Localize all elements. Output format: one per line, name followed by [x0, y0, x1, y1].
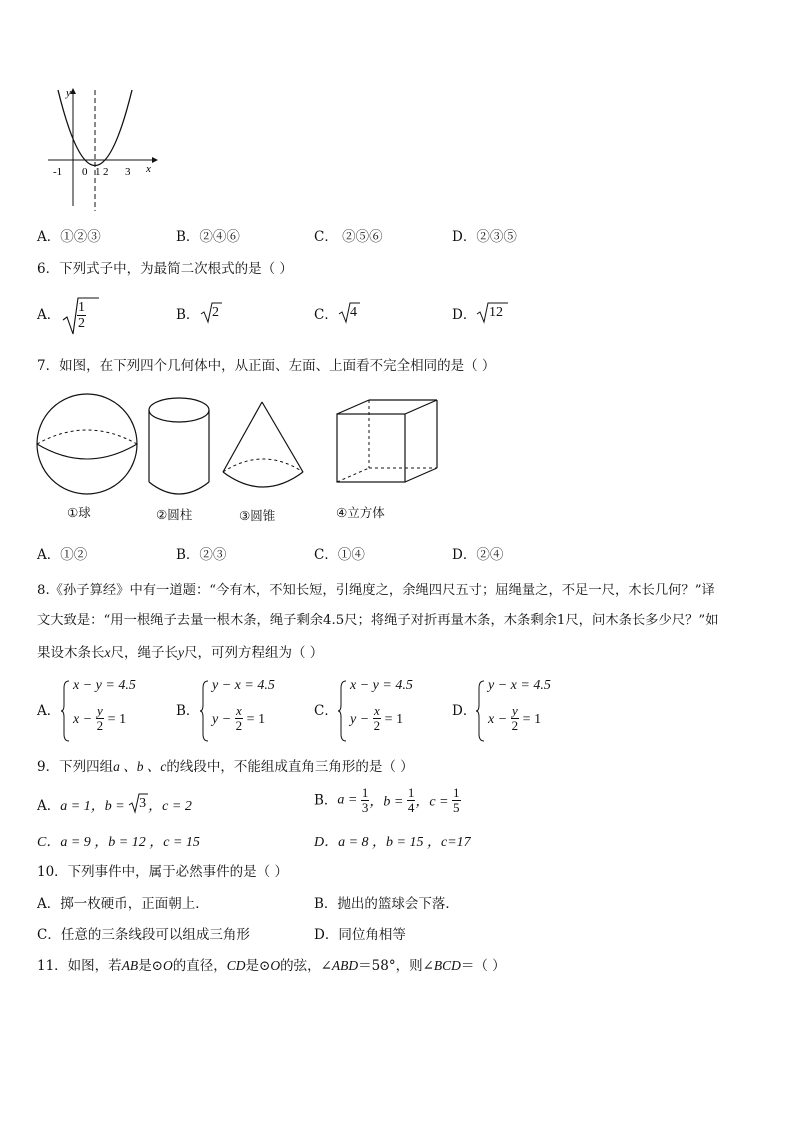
equation-1: y − x = 4.5 — [488, 678, 551, 693]
q5-option-d[interactable]: D．②③⑤ — [452, 229, 517, 245]
option-prefix: D． — [452, 703, 477, 719]
q8-option-c[interactable] — [314, 680, 444, 740]
cylinder-shape — [149, 398, 209, 494]
q7-option-b[interactable]: B．②③ — [176, 547, 227, 563]
fraction: $\frac{1}{2}$ — [78, 300, 85, 331]
q7-stem: 7．如图，在下列四个几何体中，从正面、左面、上面看不完全相同的是（ ） — [37, 358, 496, 374]
brace — [476, 680, 486, 742]
equation-2: x − $\frac{y}{2}$ = 1 — [488, 703, 542, 733]
q7-option-c[interactable]: C．①④ — [314, 547, 365, 563]
q6-option-b[interactable] — [176, 304, 219, 324]
parabola-graph — [40, 86, 170, 216]
y-axis-label: y — [66, 87, 71, 99]
equation-1: y − x = 4.5 — [212, 678, 275, 693]
q8-option-d[interactable] — [452, 680, 582, 740]
radicand: 12 — [489, 305, 503, 320]
q9-option-c[interactable]: C．a = 9 ，b = 12 ，c = 15 — [37, 835, 200, 850]
option-prefix: C． — [314, 703, 338, 719]
q7-option-a[interactable]: A．①② — [37, 547, 88, 563]
option-prefix: A． — [37, 798, 61, 814]
q9-option-b[interactable]: B．a = $\frac{1}{3}$ ，b = $\frac{1}{4}$ ，c = $\frac{1}{5}$ — [314, 785, 460, 815]
cube-shape — [337, 400, 437, 482]
q10-option-c[interactable]: C．任意的三条线段可以组成三角形 — [37, 927, 250, 943]
tick-label: 1 — [95, 166, 101, 178]
equation-2: y − $\frac{x}{2}$ = 1 — [350, 703, 404, 733]
shape-label-cylinder: ②圆柱 — [156, 508, 193, 522]
q11-stem: 11．如图，若AB是⊙O的直径，CD是⊙O的弦，∠ABD＝58°，则∠BCD＝（ ） — [37, 958, 506, 974]
q9-option-a[interactable] — [37, 795, 192, 815]
q8-stem-line1: 8.《孙子算经》中有一道题：“今有木，不知长短，引绳度之，余绳四尺五寸；屈绳量之，不足一尺，木长几何？”译 — [37, 583, 715, 598]
equation-1: x − y = 4.5 — [73, 678, 136, 693]
q8-option-b[interactable] — [176, 680, 306, 740]
option-prefix: D． — [452, 307, 477, 323]
tick-label: 2 — [103, 166, 109, 178]
equation-2: x − $\frac{y}{2}$ = 1 — [73, 703, 127, 733]
option-prefix: C． — [314, 307, 338, 323]
tick-label: -1 — [53, 166, 63, 178]
q5-option-c[interactable]: C． ②⑤⑥ — [314, 229, 383, 245]
option-prefix: A． — [37, 703, 61, 719]
brace — [200, 680, 210, 742]
equation-2: y − $\frac{x}{2}$ = 1 — [212, 703, 266, 733]
x-axis-label: x — [146, 163, 151, 175]
shape-label-sphere: ①球 — [67, 506, 91, 520]
q6-stem: 6．下列式子中，为最简二次根式的是（ ） — [37, 261, 293, 277]
q5-option-a[interactable]: A．①②③ — [37, 229, 101, 245]
tick-label: 0 — [82, 166, 88, 178]
radicand: 4 — [350, 305, 357, 320]
q8-stem-line3: 果设木条长x尺，绳子长y尺，可列方程组为（ ） — [37, 645, 324, 661]
option-prefix: B． — [176, 703, 200, 719]
brace — [61, 680, 71, 742]
q8-stem-line2: 文大致是：“用一根绳子去量一根木条，绳子剩余4.5尺；将绳子对折再量木条，木条剩余1尺，问木条长多少尺？”如 — [37, 613, 719, 628]
sqrt-symbol: 3 — [128, 796, 148, 812]
shape-label-cone: ③圆锥 — [239, 509, 276, 523]
q6-option-d[interactable] — [452, 304, 503, 324]
q7-option-d[interactable]: D．②④ — [452, 547, 504, 563]
q9-stem: 9．下列四组a 、b 、c的线段中，不能组成直角三角形的是（ ） — [37, 759, 414, 775]
q9-option-d[interactable]: D．a = 8 ，b = 15 ，c=17 — [314, 835, 471, 850]
option-text: ，c = 2 — [148, 799, 192, 814]
q10-option-a[interactable]: A．掷一枚硬币，正面朝上． — [37, 896, 209, 912]
solids-figure — [32, 392, 452, 504]
q6-option-c[interactable] — [314, 304, 357, 324]
option-prefix: A． — [37, 307, 61, 323]
option-prefix: B． — [176, 307, 200, 323]
shape-label-cube: ④立方体 — [336, 506, 385, 520]
q10-option-d[interactable]: D．同位角相等 — [314, 927, 406, 943]
q8-option-a[interactable] — [37, 680, 167, 740]
option-prefix: B． — [314, 792, 338, 809]
sphere-shape — [37, 394, 137, 494]
q5-option-b[interactable]: B．②④⑥ — [176, 229, 240, 245]
radicand: 2 — [212, 305, 219, 320]
equation-1: x − y = 4.5 — [350, 678, 413, 693]
cone-shape — [223, 402, 303, 487]
option-text: a = 1，b = — [60, 799, 129, 814]
brace — [338, 680, 348, 742]
q10-stem: 10．下列事件中，属于必然事件的是（ ） — [37, 864, 288, 880]
q10-option-b[interactable]: B．抛出的篮球会下落． — [314, 896, 459, 912]
tick-label: 3 — [125, 166, 131, 178]
